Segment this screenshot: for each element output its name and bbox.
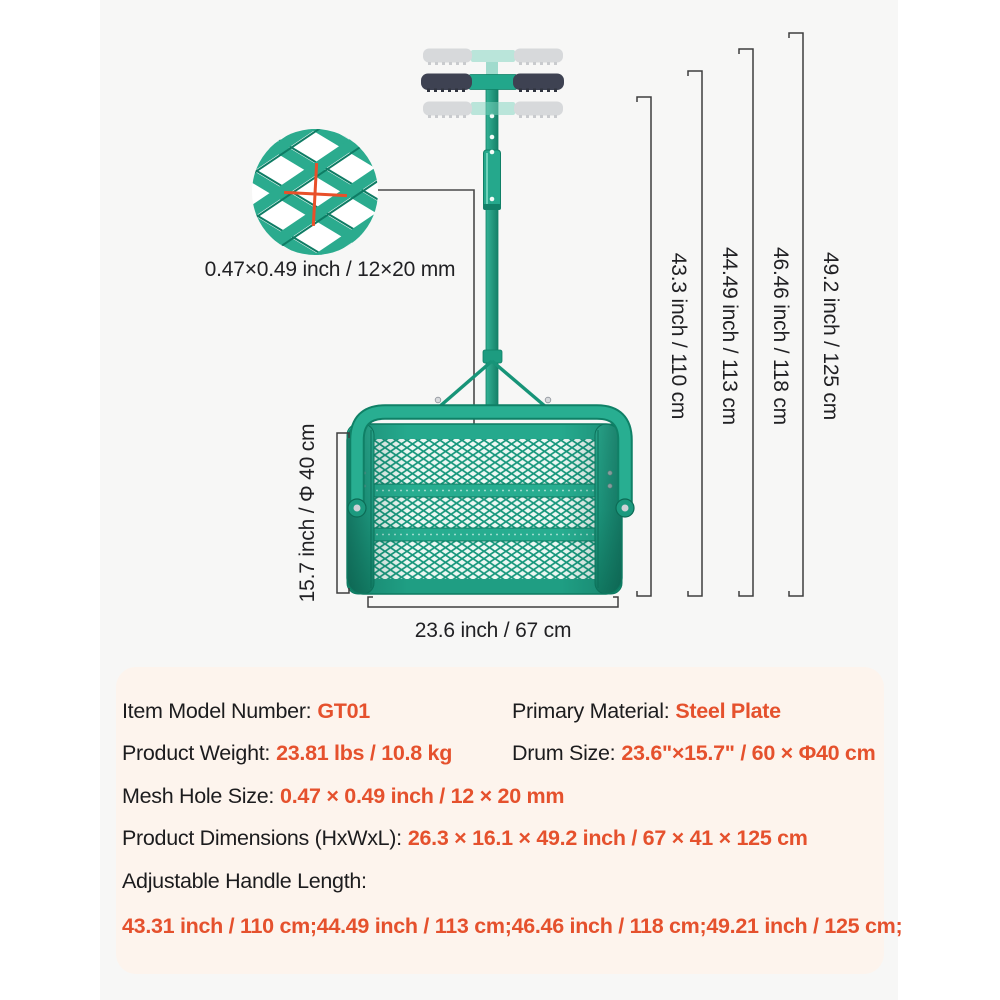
- spec-material-value: Steel Plate: [675, 699, 781, 723]
- height-label-113cm: 44.49 inch / 113 cm: [718, 247, 741, 425]
- spec-drum-size-label: Drum Size:: [512, 741, 616, 765]
- t-handle-ghost-top: [423, 49, 563, 78]
- spec-mesh-hole-label: Mesh Hole Size:: [122, 784, 275, 808]
- height-label-110cm: 43.3 inch / 110 cm: [667, 252, 690, 420]
- drum-diameter-label: 15.7 inch / Φ 40 cm: [296, 423, 319, 603]
- spec-material-label: Primary Material:: [512, 699, 670, 723]
- spec-weight-value: 23.81 lbs / 10.8 kg: [276, 741, 453, 765]
- callout-leader-line: [378, 190, 474, 436]
- spec-handle-length-value: 43.31 inch / 110 cm;44.49 inch / 113 cm;46.46 inch / 118 cm;49.21 inch / 125 cm;: [122, 914, 903, 938]
- spec-model: [122, 699, 370, 724]
- spec-dimensions-label: Product Dimensions (HxWxL):: [122, 826, 402, 850]
- mesh-size-label: 0.47×0.49 inch / 12×20 mm: [204, 258, 456, 281]
- spec-mesh-hole-value: 0.47 × 0.49 inch / 12 × 20 mm: [280, 784, 565, 808]
- spec-handle-length: [122, 869, 367, 894]
- product-diagram: [100, 0, 898, 660]
- spec-handle-length-values: [122, 914, 902, 939]
- height-label-125cm: 49.2 inch / 125 cm: [819, 252, 842, 420]
- spec-mesh-hole: [122, 784, 564, 809]
- spec-panel: [116, 667, 903, 974]
- spec-handle-length-label: Adjustable Handle Length:: [122, 869, 367, 893]
- drum-width-label: 23.6 inch / 67 cm: [414, 619, 572, 642]
- spec-dimensions: [122, 826, 808, 851]
- spec-material: [512, 699, 781, 724]
- t-handle-current: [421, 74, 564, 93]
- spec-drum-size: [512, 741, 875, 766]
- spec-weight-label: Product Weight:: [122, 741, 271, 765]
- spec-model-label: Item Model Number:: [122, 699, 312, 723]
- spec-dimensions-value: 26.3 × 16.1 × 49.2 inch / 67 × 41 × 125 cm: [407, 826, 808, 850]
- spec-weight: [122, 741, 452, 766]
- drum-width-dimension: [368, 597, 618, 607]
- height-label-118cm: 46.46 inch / 118 cm: [769, 247, 792, 425]
- spec-drum-size-value: 23.6"×15.7" / 60 × Φ40 cm: [621, 741, 876, 765]
- spreader-drum: [347, 424, 622, 594]
- spec-model-value: GT01: [317, 699, 370, 723]
